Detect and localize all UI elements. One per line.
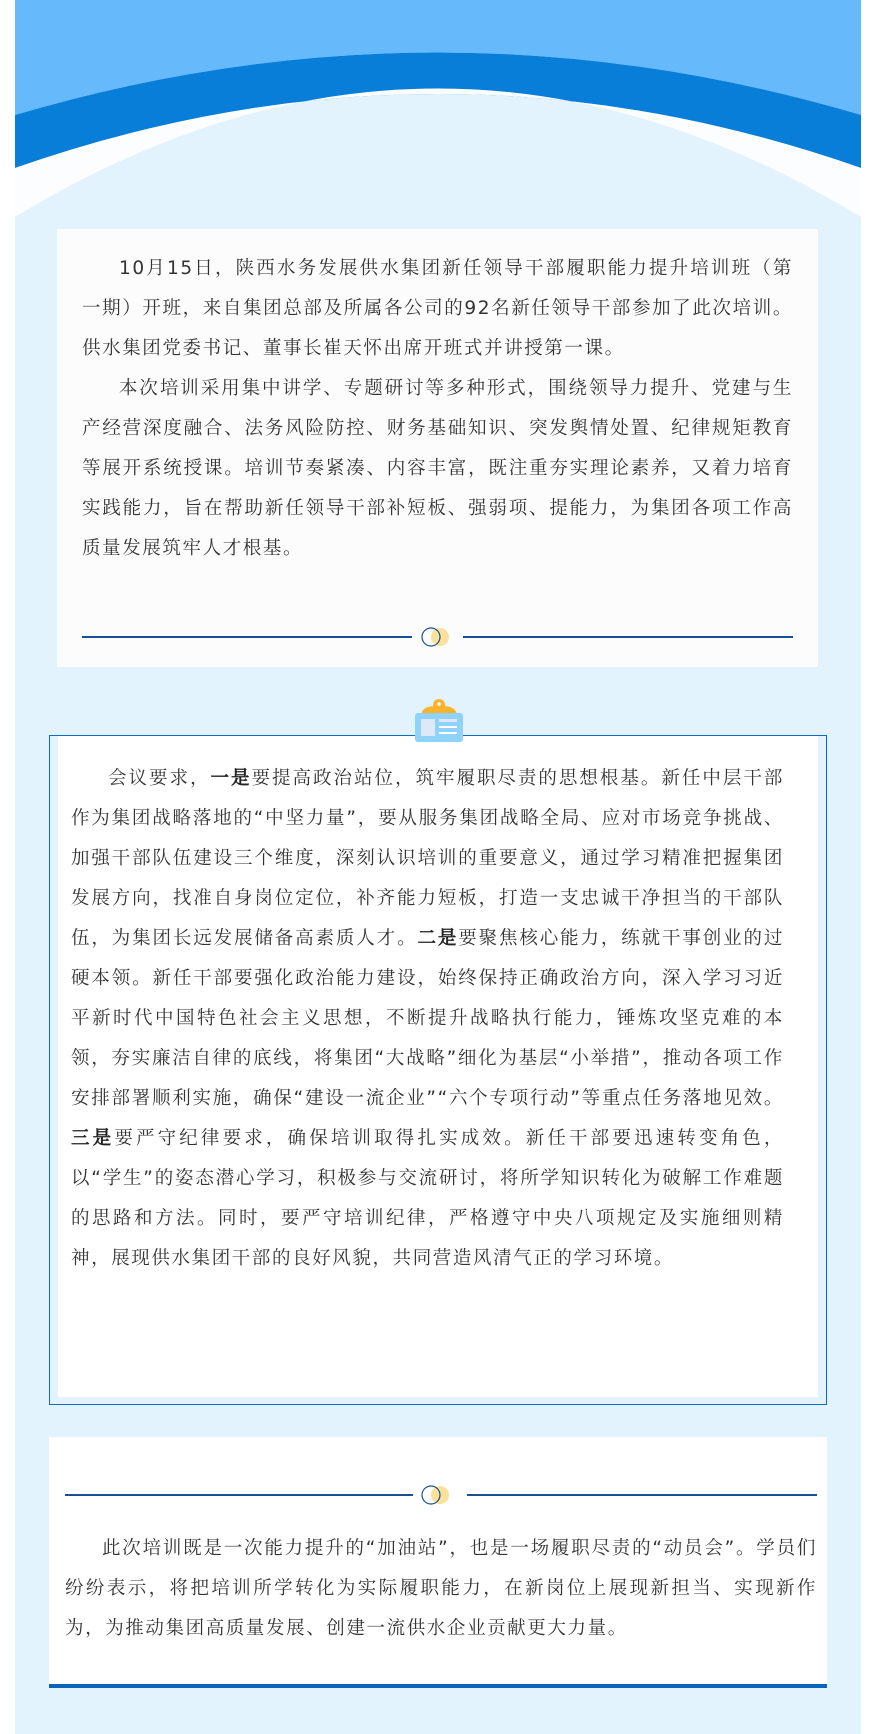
divider-line-right xyxy=(463,636,793,638)
conclusion-paragraph: 此次培训既是一次能力提升的“加油站”，也是一场履职尽责的“动员会”。学员们纷纷表示，将把培训所学转化为实际履职能力，在新岗位上展现新担当、实现新作为，为推动集团高质量发展、创建一流供水企业贡献更大力量。 xyxy=(65,1538,817,1639)
requirements-text: 要提高政治站位，筑牢履职尽责的思想根基。新任中层干部作为集团战略落地的“中坚力量”，要从服务集团战略全局、应对市场竞争挑战、加强干部队伍建设三个维度，深刻认识培训的重要意义，通过学习精准把握集团发展方向，找准自身岗位定位，补齐能力短板，打造一支忠诚干净担当的干部队伍，为集团长远发展储备高素质人才。 xyxy=(71,768,784,949)
requirements-text: 要严守纪律要求，确保培训取得扎实成效。新任干部要迅速转变角色，以“学生”的姿态潜心学习，积极参与交流研讨，将所学知识转化为破解工作难题的思路和方法。同时，要严守培训纪律，严格遵守中央八项规定及实施细则精神，展现供水集团干部的良好风貌，共同营造风清气正的学习环境。 xyxy=(71,1128,784,1269)
requirements-text: 要聚焦核心能力，练就干事创业的过硬本领。新任干部要强化政治能力建设，始终保持正确政治方向，深入学习习近平新时代中国特色社会主义思想，不断提升战略执行能力，锤炼攻坚克难的本领，夯实廉洁自律的底线，将集团“大战略”细化为基层“小举措”，推动各项工作安排部署顺利实施，确保“建设一流企业”“六个专项行动”等重点任务落地见效。 xyxy=(71,928,785,1109)
emphasis-label: 三是 xyxy=(71,1128,115,1149)
divider-line-left xyxy=(82,636,412,638)
header-arc-banner xyxy=(15,0,861,230)
requirements-card xyxy=(58,736,818,1397)
conclusion-card xyxy=(49,1437,827,1688)
requirements-text: 会议要求， xyxy=(108,768,211,789)
divider-line-left xyxy=(65,1494,413,1496)
section-divider xyxy=(82,627,793,647)
double-ring-icon xyxy=(420,1485,454,1505)
divider-line-right xyxy=(467,1494,817,1496)
article-page xyxy=(15,0,861,1734)
requirements-box xyxy=(49,735,827,1405)
section-divider xyxy=(65,1485,817,1505)
conclusion-text xyxy=(65,1529,817,1649)
emphasis-label: 二是 xyxy=(417,928,459,949)
intro-card xyxy=(57,229,818,667)
double-ring-icon xyxy=(420,627,454,647)
intro-paragraph-2: 本次培训采用集中讲学、专题研讨等多种形式，围绕领导力提升、党建与生产经营深度融合、法务风险防控、财务基础知识、突发舆情处置、纪律规矩教育等展开系统授课。培训节奏紧凑、内容丰富，既注重夯实理论素养，又着力培育实践能力，旨在帮助新任领导干部补短板、强弱项、提能力，为集团各项工作高质量发展筑牢人才根基。 xyxy=(82,378,793,559)
requirements-paragraph xyxy=(71,759,784,1279)
intro-paragraph-1: 10月15日，陕西水务发展供水集团新任领导干部履职能力提升培训班（第一期）开班，来自集团总部及所属各公司的92名新任领导干部参加了此次培训。供水集团党委书记、董事长崔天怀出席开班式并讲授第一课。 xyxy=(82,258,793,359)
intro-text xyxy=(82,249,793,569)
emphasis-label: 一是 xyxy=(210,768,252,789)
clipboard-badge-icon xyxy=(413,698,465,743)
